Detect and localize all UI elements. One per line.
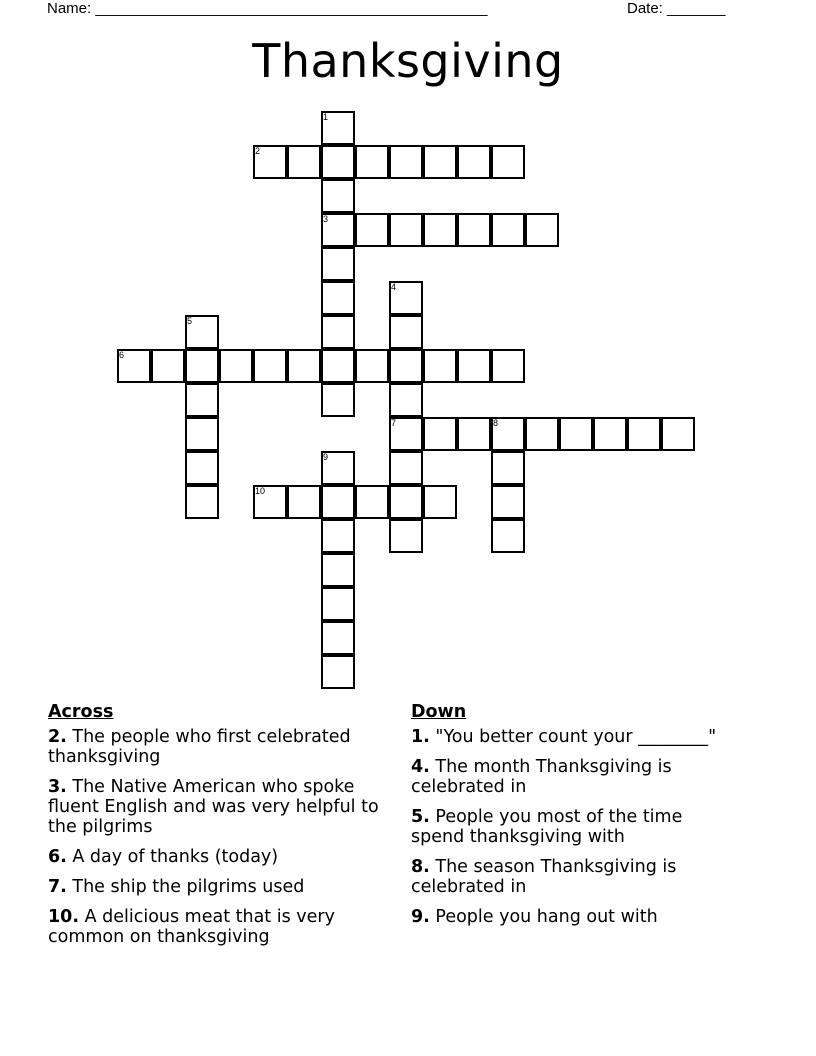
crossword-cell[interactable] — [355, 213, 389, 247]
clue-number-label: 4 — [391, 282, 397, 292]
across-heading: Across — [48, 702, 114, 722]
crossword-cell[interactable] — [457, 349, 491, 383]
crossword-cell[interactable] — [321, 145, 355, 179]
crossword-cell[interactable] — [185, 451, 219, 485]
crossword-cell[interactable] — [287, 145, 321, 179]
across-clue — [48, 907, 388, 947]
crossword-cell[interactable] — [491, 145, 525, 179]
crossword-cell[interactable] — [525, 213, 559, 247]
clue-number-label: 5 — [187, 316, 193, 326]
crossword-cell[interactable] — [185, 383, 219, 417]
clue-text: The month Thanksgiving is celebrated in — [411, 757, 672, 797]
crossword-cell[interactable] — [491, 349, 525, 383]
page-title: Thanksgiving — [252, 34, 564, 88]
clue-number: 7. — [48, 877, 67, 897]
crossword-cell[interactable] — [321, 281, 355, 315]
crossword-cell[interactable] — [321, 655, 355, 689]
down-clues — [411, 702, 741, 937]
across-clue — [48, 877, 388, 897]
crossword-cell[interactable] — [457, 213, 491, 247]
clue-number: 4. — [411, 757, 430, 777]
clue-text: The ship the pilgrims used — [66, 877, 305, 897]
crossword-cell[interactable] — [559, 417, 593, 451]
crossword-cell[interactable] — [491, 451, 525, 485]
across-clue — [48, 777, 388, 837]
crossword-cell[interactable] — [423, 213, 457, 247]
crossword-cell[interactable] — [423, 145, 457, 179]
down-clue — [411, 857, 741, 897]
crossword-cell[interactable] — [321, 179, 355, 213]
clue-text: The people who first celebrated thanksgiving — [48, 727, 351, 767]
name-field-label: Name: _______________________________________________ — [47, 0, 488, 17]
crossword-cell[interactable] — [287, 349, 321, 383]
across-clues — [48, 702, 388, 957]
clue-number-label: 8 — [493, 418, 499, 428]
crossword-cell[interactable] — [423, 349, 457, 383]
clue-text: People you most of the time spend thanksgiving with — [411, 807, 683, 847]
clue-number-label: 6 — [119, 350, 125, 360]
clue-number: 1. — [411, 727, 430, 747]
clue-number-label: 2 — [255, 146, 261, 156]
clue-text: "You better count your ________" — [429, 727, 717, 747]
crossword-cell[interactable] — [321, 383, 355, 417]
crossword-cell[interactable] — [321, 553, 355, 587]
clue-number: 9. — [411, 907, 430, 927]
crossword-cell[interactable] — [389, 485, 423, 519]
clue-number-label: 10 — [255, 486, 266, 496]
crossword-cell[interactable] — [525, 417, 559, 451]
across-clue — [48, 727, 388, 767]
crossword-cell[interactable] — [321, 247, 355, 281]
crossword-cell[interactable] — [491, 485, 525, 519]
crossword-cell[interactable] — [389, 519, 423, 553]
clue-text: The season Thanksgiving is celebrated in — [411, 857, 677, 897]
down-heading: Down — [411, 702, 467, 722]
crossword-cell[interactable] — [491, 519, 525, 553]
date-field-label: Date: _______ — [627, 0, 726, 17]
down-clue-list — [411, 727, 741, 927]
crossword-cell[interactable] — [321, 315, 355, 349]
clue-text: The Native American who spoke fluent English and was very helpful to the pilgrims — [48, 777, 379, 837]
crossword-cell[interactable] — [491, 213, 525, 247]
crossword-cell[interactable] — [389, 349, 423, 383]
crossword-cell[interactable] — [389, 213, 423, 247]
crossword-cell[interactable] — [185, 349, 219, 383]
crossword-cell[interactable] — [389, 315, 423, 349]
crossword-cell[interactable] — [423, 485, 457, 519]
crossword-cell[interactable] — [185, 485, 219, 519]
clue-text: A day of thanks (today) — [66, 847, 279, 867]
crossword-cell[interactable] — [389, 451, 423, 485]
crossword-cell[interactable] — [389, 383, 423, 417]
clue-number: 6. — [48, 847, 67, 867]
down-clue — [411, 907, 741, 927]
down-clue — [411, 757, 741, 797]
crossword-cell[interactable] — [355, 145, 389, 179]
crossword-cell[interactable] — [151, 349, 185, 383]
down-clue — [411, 727, 741, 747]
header-row — [47, 0, 747, 20]
clue-number-label: 9 — [323, 452, 329, 462]
crossword-cell[interactable] — [321, 519, 355, 553]
crossword-cell[interactable] — [457, 145, 491, 179]
clue-number: 3. — [48, 777, 67, 797]
crossword-cell[interactable] — [321, 485, 355, 519]
crossword-cell[interactable] — [287, 485, 321, 519]
clue-number: 10. — [48, 907, 80, 927]
clue-text: People you hang out with — [429, 907, 658, 927]
crossword-cell[interactable] — [661, 417, 695, 451]
crossword-cell[interactable] — [321, 349, 355, 383]
across-clue — [48, 847, 388, 867]
clue-number: 8. — [411, 857, 430, 877]
clue-number-label: 3 — [323, 214, 329, 224]
crossword-cell[interactable] — [593, 417, 627, 451]
crossword-cell[interactable] — [627, 417, 661, 451]
crossword-cell[interactable] — [185, 417, 219, 451]
down-clue — [411, 807, 741, 847]
crossword-cell[interactable] — [423, 417, 457, 451]
crossword-cell[interactable] — [219, 349, 253, 383]
clue-number-label: 7 — [391, 418, 397, 428]
crossword-cell[interactable] — [253, 349, 287, 383]
clue-number-label: 1 — [323, 112, 329, 122]
crossword-cell[interactable] — [355, 485, 389, 519]
crossword-cell[interactable] — [321, 621, 355, 655]
crossword-cell[interactable] — [355, 349, 389, 383]
clue-text: A delicious meat that is very common on thanksgiving — [48, 907, 335, 947]
clue-number: 2. — [48, 727, 67, 747]
clue-number: 5. — [411, 807, 430, 827]
across-clue-list — [48, 727, 388, 947]
crossword-cell[interactable] — [457, 417, 491, 451]
crossword-cell[interactable] — [389, 145, 423, 179]
crossword-cell[interactable] — [321, 587, 355, 621]
